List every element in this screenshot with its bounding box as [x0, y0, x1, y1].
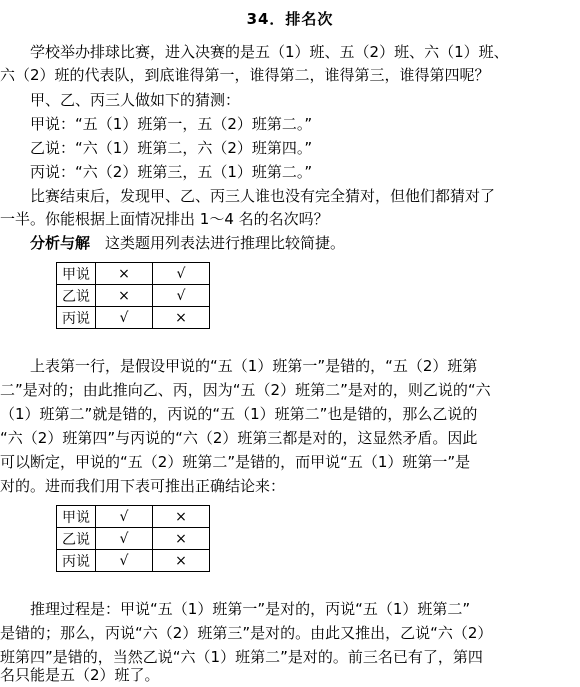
- table-row: [57, 528, 210, 550]
- problem-line: 丙说：“六（2）班第三，五（1）班第二。”: [0, 163, 313, 181]
- guess-table-1: [56, 262, 210, 329]
- problem-line: 比赛结束后，发现甲、乙、丙三人谁也没有完全猜对，但他们都猜对了: [0, 187, 496, 205]
- table-cell-name: 甲说: [57, 506, 96, 528]
- table-cell-mark: √: [96, 528, 153, 550]
- table-cell-mark: ×: [153, 550, 210, 572]
- table-row: [57, 550, 210, 572]
- paragraph-line: 推理过程是：甲说“五（1）班第一”是对的，丙说“五（1）班第二”: [0, 600, 471, 618]
- page-title: 34．排名次: [246, 10, 334, 28]
- table-cell-name: 丙说: [57, 307, 96, 329]
- table-cell-mark: √: [96, 506, 153, 528]
- analysis-text: 这类题用列表法进行推理比较简捷。: [105, 234, 346, 252]
- problem-line: 一半。你能根据上面情况排出 1～4 名的名次吗？: [0, 210, 329, 228]
- table-cell-mark: √: [96, 550, 153, 572]
- paragraph-line: 可以断定，甲说的“五（2）班第二”是错的，而甲说“五（1）班第一”是: [0, 453, 471, 471]
- paragraph-line: 对的。进而我们用下表可推出正确结论来：: [0, 477, 286, 495]
- paragraph-line: 是错的；那么，丙说“六（2）班第三”是对的。由此又推出，乙说“六（2）: [0, 624, 493, 642]
- table-cell-mark: √: [153, 285, 210, 307]
- paragraph-line: “六（2）班第四”与丙说的“六（2）班第三都是对的，这显然矛盾。因此: [0, 429, 478, 447]
- problem-line: 乙说：“六（1）班第二，六（2）班第四。”: [0, 139, 313, 157]
- table-cell-name: 丙说: [57, 550, 96, 572]
- table-cell-mark: ×: [153, 307, 210, 329]
- table-row: [57, 506, 210, 528]
- paragraph-line: 班第四”是错的，当然乙说“六（1）班第二”是对的。前三名已有了，第四: [0, 648, 483, 666]
- problem-line: 六（2）班的代表队，到底谁得第一，谁得第二，谁得第三，谁得第四呢？: [0, 66, 490, 84]
- paragraph-line: 二”是对的；由此推向乙、丙，因为“五（2）班第二”是对的，则乙说的“六: [0, 381, 491, 399]
- table-cell-name: 乙说: [57, 528, 96, 550]
- analysis-line: [0, 232, 345, 254]
- table-cell-mark: ×: [153, 528, 210, 550]
- paragraph-line: （1）班第二”就是错的，丙说的“五（1）班第二”也是错的，那么乙说的: [0, 405, 478, 423]
- table-cell-mark: ×: [96, 285, 153, 307]
- problem-line: 甲说：“五（1）班第一，五（2）班第二。”: [0, 115, 313, 133]
- table-row: [57, 263, 210, 285]
- analysis-label: 分析与解: [30, 234, 91, 252]
- table-cell-mark: √: [153, 263, 210, 285]
- table-cell-mark: ×: [153, 506, 210, 528]
- table-cell-name: 乙说: [57, 285, 96, 307]
- problem-line: 甲、乙、丙三人做如下的猜测：: [0, 91, 241, 109]
- table-row: [57, 285, 210, 307]
- table-cell-mark: √: [96, 307, 153, 329]
- table-cell-mark: ×: [96, 263, 153, 285]
- problem-line: 学校举办排球比赛，进入决赛的是五（1）班、五（2）班、六（1）班、: [0, 43, 509, 61]
- table-row: [57, 307, 210, 329]
- paragraph-line: 名只能是五（2）班了。: [0, 666, 160, 684]
- paragraph-line: 上表第一行，是假设甲说的“五（1）班第一”是错的，“五（2）班第: [0, 357, 478, 375]
- table-cell-name: 甲说: [57, 263, 96, 285]
- guess-table-2: [56, 505, 210, 572]
